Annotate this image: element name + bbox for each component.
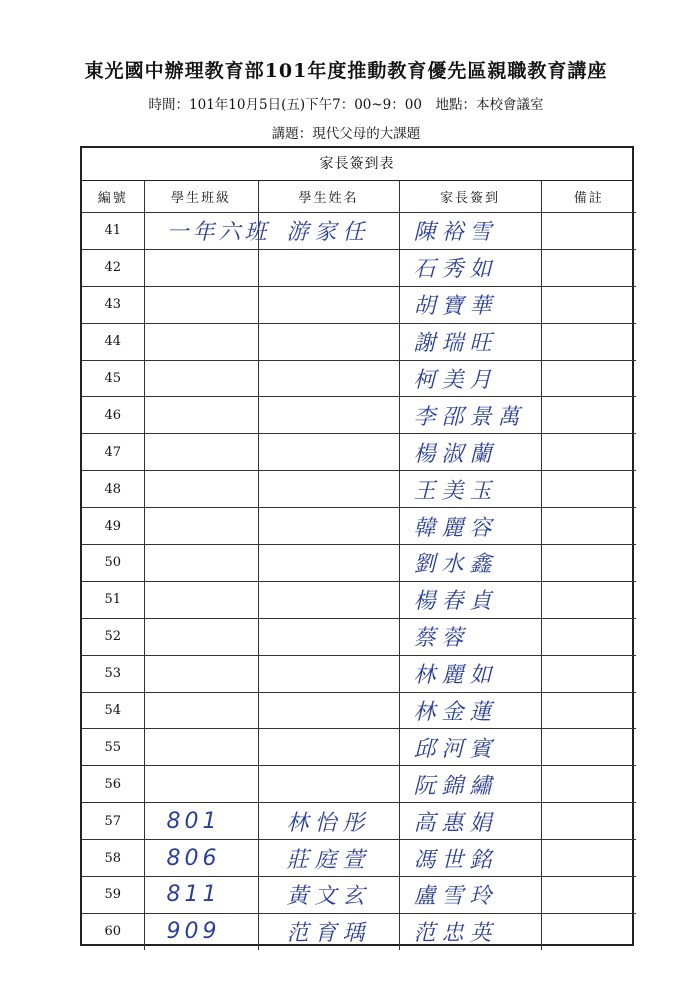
row-number: 60	[82, 913, 144, 949]
table-row	[82, 692, 636, 729]
row-number: 45	[82, 360, 144, 397]
lecture-topic: 講題：現代父母的大課題	[271, 126, 421, 142]
row-remarks	[541, 508, 636, 545]
row-class	[144, 692, 258, 729]
row-parent-signature: 盧雪玲	[399, 877, 541, 914]
row-parent-signature: 李邵景萬	[399, 397, 541, 434]
row-number: 48	[82, 471, 144, 508]
row-class	[144, 508, 258, 545]
row-remarks	[541, 877, 636, 914]
row-class	[144, 766, 258, 803]
row-student-name	[258, 729, 399, 766]
col-header-parent-signature: 家長簽到	[399, 181, 541, 213]
row-remarks	[541, 766, 636, 803]
row-parent-signature: 胡寶華	[399, 286, 541, 323]
row-number: 55	[82, 729, 144, 766]
row-number: 58	[82, 840, 144, 877]
row-class	[144, 360, 258, 397]
sheet-title: 家長簽到表	[82, 148, 632, 181]
row-parent-signature: 謝瑞旺	[399, 323, 541, 360]
row-parent-signature: 劉水鑫	[399, 545, 541, 582]
table-row	[82, 397, 636, 434]
row-class	[144, 397, 258, 434]
row-parent-signature: 林金蓮	[399, 692, 541, 729]
row-number: 46	[82, 397, 144, 434]
row-student-name	[258, 508, 399, 545]
row-number: 51	[82, 581, 144, 618]
row-class	[144, 581, 258, 618]
row-student-name: 林怡彤	[258, 803, 399, 840]
row-remarks	[541, 803, 636, 840]
row-class	[144, 618, 258, 655]
row-remarks	[541, 913, 636, 949]
row-student-name: 黃文玄	[258, 877, 399, 914]
row-parent-signature: 馮世銘	[399, 840, 541, 877]
event-time-location: 時間：101年10月5日(五)下午7：00~9：00 地點：本校會議室	[148, 97, 544, 113]
row-student-name	[258, 286, 399, 323]
row-parent-signature: 陳裕雪	[399, 213, 541, 250]
row-student-name: 游家任	[258, 213, 399, 250]
row-remarks	[541, 434, 636, 471]
row-class: 909	[144, 913, 258, 949]
row-remarks	[541, 545, 636, 582]
row-remarks	[541, 729, 636, 766]
row-remarks	[541, 323, 636, 360]
row-student-name: 莊庭萱	[258, 840, 399, 877]
row-remarks	[541, 618, 636, 655]
row-student-name	[258, 766, 399, 803]
header-row	[82, 181, 636, 213]
row-number: 47	[82, 434, 144, 471]
row-student-name	[258, 434, 399, 471]
row-parent-signature: 林麗如	[399, 655, 541, 692]
table-row	[82, 286, 636, 323]
table-row	[82, 213, 636, 250]
row-student-name	[258, 581, 399, 618]
row-number: 59	[82, 877, 144, 914]
row-remarks	[541, 286, 636, 323]
row-parent-signature: 韓麗容	[399, 508, 541, 545]
row-parent-signature: 蔡蓉	[399, 618, 541, 655]
row-student-name	[258, 655, 399, 692]
table-row	[82, 581, 636, 618]
row-student-name	[258, 545, 399, 582]
table-row	[82, 729, 636, 766]
table-row	[82, 655, 636, 692]
row-class	[144, 249, 258, 286]
row-student-name	[258, 692, 399, 729]
row-number: 49	[82, 508, 144, 545]
table-row	[82, 913, 636, 949]
row-remarks	[541, 360, 636, 397]
document-title: 東光國中辦理教育部101年度推動教育優先區親職教育講座	[84, 60, 608, 82]
row-class	[144, 434, 258, 471]
row-student-name	[258, 471, 399, 508]
col-header-class: 學生班級	[144, 181, 258, 213]
row-remarks	[541, 249, 636, 286]
row-number: 41	[82, 213, 144, 250]
row-class: 一年六班	[144, 213, 258, 250]
sign-in-sheet	[80, 146, 634, 946]
table-row	[82, 877, 636, 914]
table-row	[82, 766, 636, 803]
table-row	[82, 323, 636, 360]
row-class: 806	[144, 840, 258, 877]
row-student-name	[258, 397, 399, 434]
row-student-name	[258, 360, 399, 397]
row-parent-signature: 石秀如	[399, 249, 541, 286]
row-number: 53	[82, 655, 144, 692]
table-row	[82, 508, 636, 545]
row-parent-signature: 范忠英	[399, 913, 541, 949]
col-header-number: 編號	[82, 181, 144, 213]
row-class	[144, 545, 258, 582]
row-class	[144, 729, 258, 766]
table-row	[82, 434, 636, 471]
table-row	[82, 840, 636, 877]
row-remarks	[541, 840, 636, 877]
row-remarks	[541, 692, 636, 729]
row-student-name: 范育瑀	[258, 913, 399, 949]
table-row	[82, 360, 636, 397]
row-parent-signature: 柯美月	[399, 360, 541, 397]
row-remarks	[541, 581, 636, 618]
row-remarks	[541, 655, 636, 692]
row-remarks	[541, 397, 636, 434]
row-parent-signature: 楊淑蘭	[399, 434, 541, 471]
row-parent-signature: 邱河賓	[399, 729, 541, 766]
row-student-name	[258, 618, 399, 655]
row-number: 44	[82, 323, 144, 360]
row-class: 801	[144, 803, 258, 840]
table-row	[82, 471, 636, 508]
row-parent-signature: 王美玉	[399, 471, 541, 508]
row-parent-signature: 高惠娟	[399, 803, 541, 840]
row-parent-signature: 阮錦繡	[399, 766, 541, 803]
row-number: 56	[82, 766, 144, 803]
table-row	[82, 545, 636, 582]
row-class	[144, 471, 258, 508]
row-number: 43	[82, 286, 144, 323]
row-student-name	[258, 323, 399, 360]
row-remarks	[541, 213, 636, 250]
row-remarks	[541, 471, 636, 508]
row-class	[144, 323, 258, 360]
table-row	[82, 803, 636, 840]
row-number: 57	[82, 803, 144, 840]
row-number: 54	[82, 692, 144, 729]
row-number: 52	[82, 618, 144, 655]
row-number: 42	[82, 249, 144, 286]
row-class: 811	[144, 877, 258, 914]
row-class	[144, 286, 258, 323]
row-number: 50	[82, 545, 144, 582]
table-row	[82, 618, 636, 655]
col-header-student-name: 學生姓名	[258, 181, 399, 213]
row-parent-signature: 楊春貞	[399, 581, 541, 618]
col-header-remarks: 備註	[541, 181, 636, 213]
row-student-name	[258, 249, 399, 286]
row-class	[144, 655, 258, 692]
sign-in-table	[82, 181, 636, 950]
table-row	[82, 249, 636, 286]
